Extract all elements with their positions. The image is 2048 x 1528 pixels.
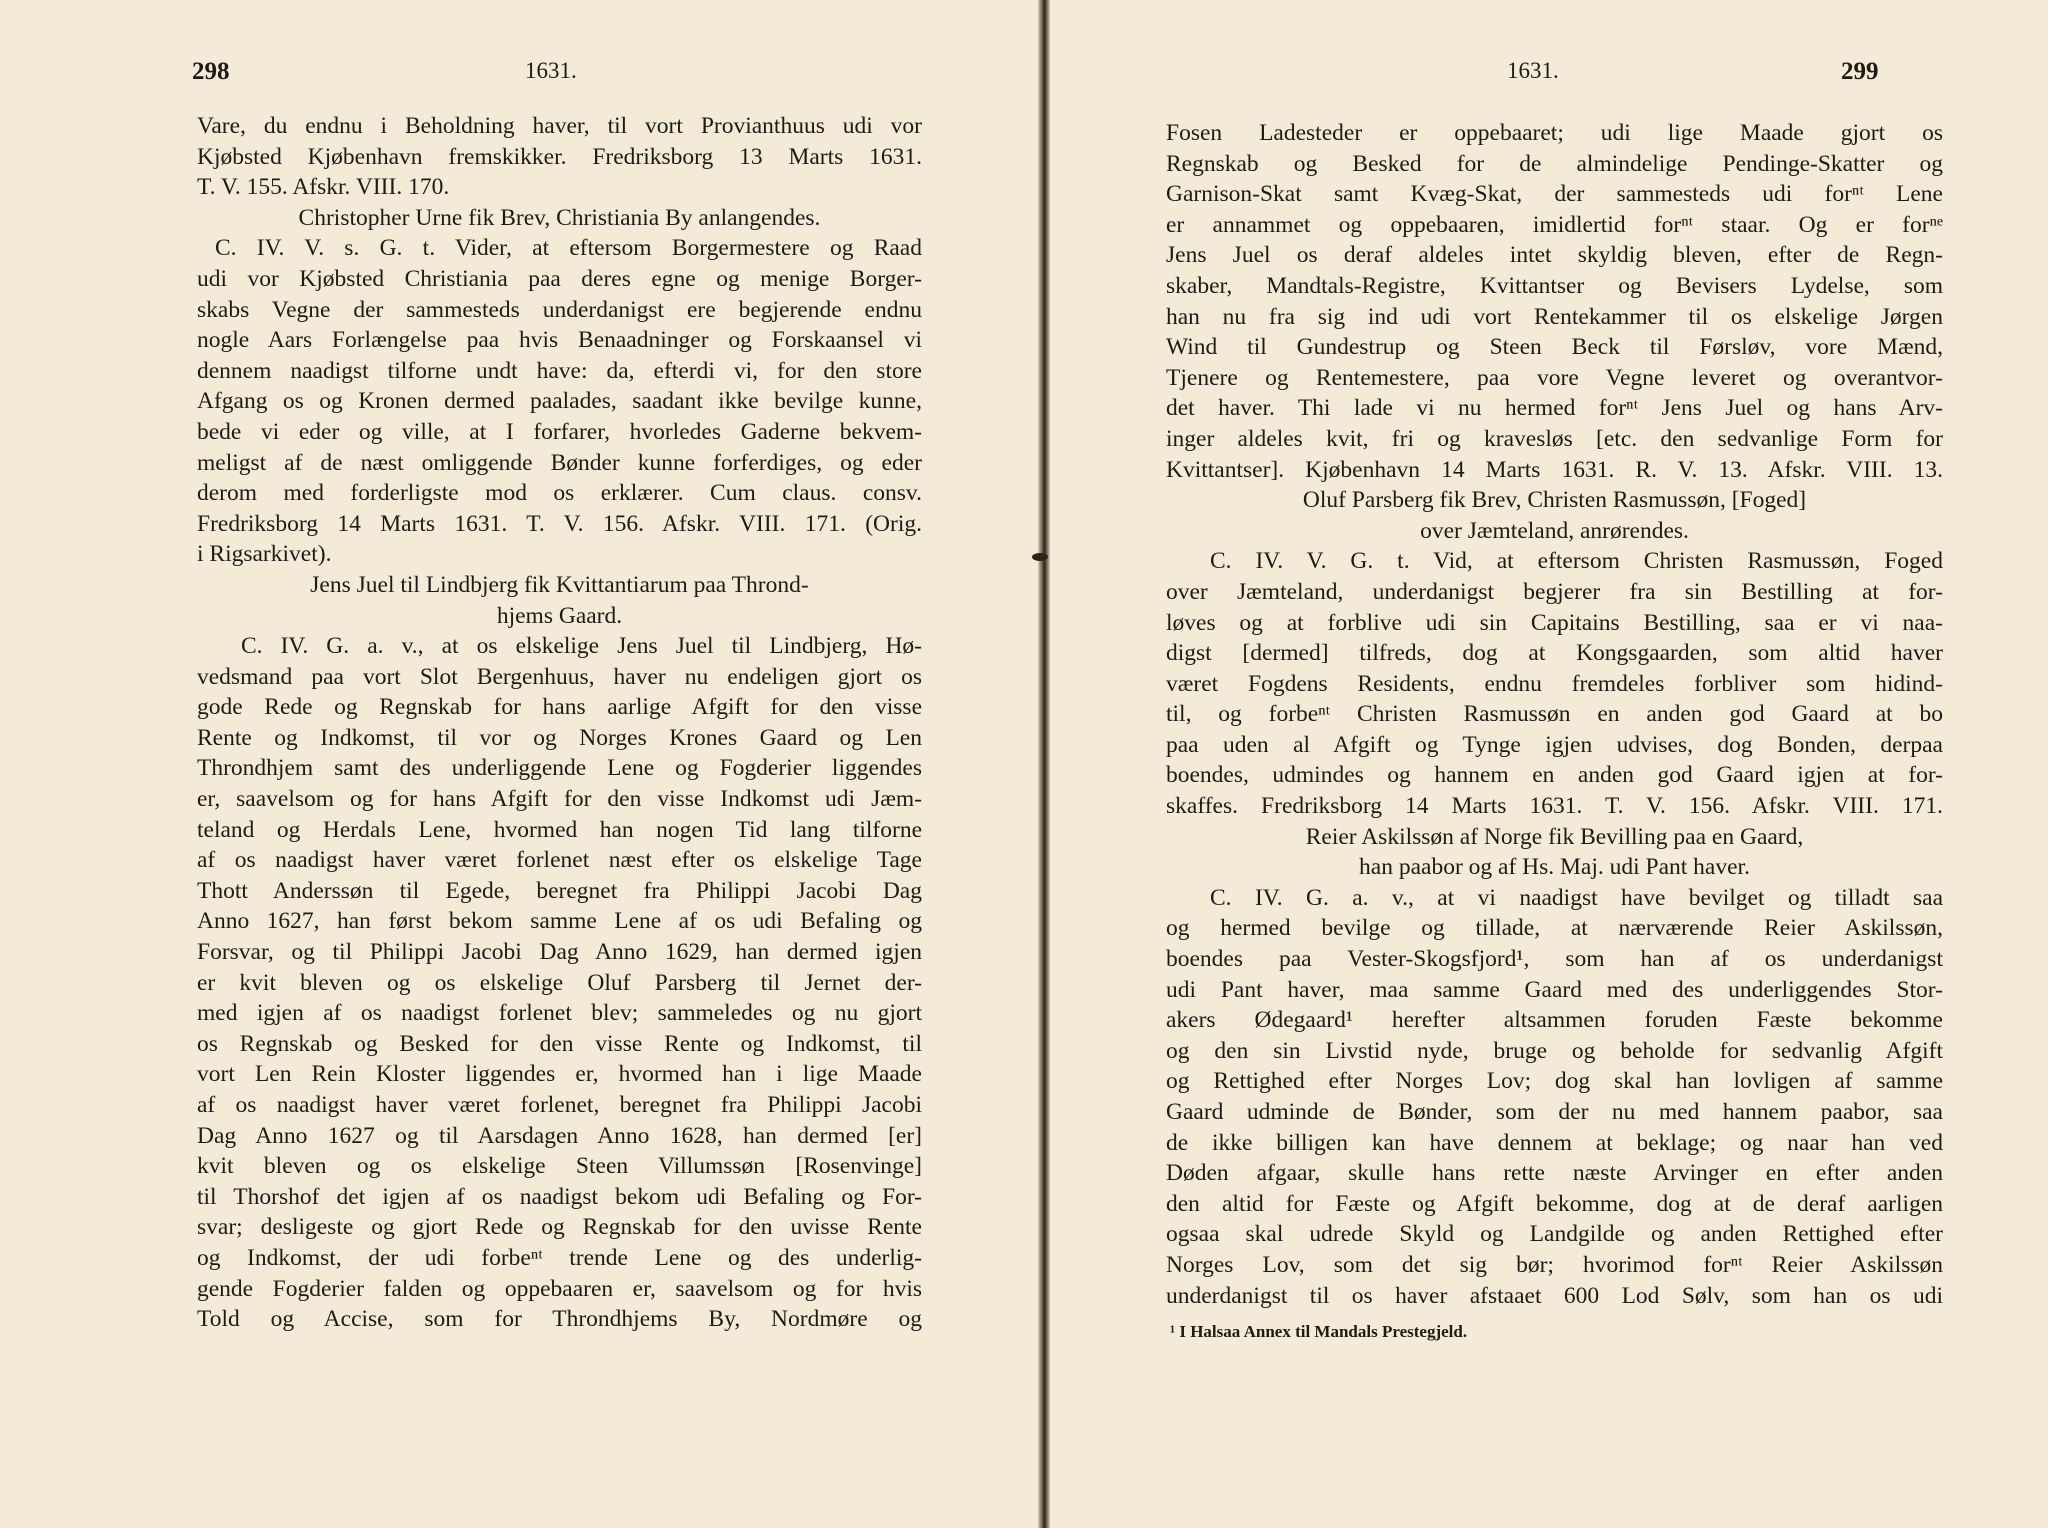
text-line: af os naadigst haver været forlenet næst efter os elskelige Tage (197, 847, 922, 874)
text-line: skaffes. Fredriksborg 14 Marts 1631. T. V. 156. Afskr. VIII. 171. (1166, 793, 1943, 820)
section-heading: Reier Askilssøn af Norge fik Bevilling paa en Gaard, (1305, 823, 1804, 850)
footnote: ¹ I Halsaa Annex til Mandals Prestegjeld. (1170, 1322, 1468, 1341)
text-line: er kvit bleven og os elskelige Oluf Parsberg til Jernet der- (197, 969, 922, 996)
text-line: C. IV. G. a. v., at vi naadigst have bevilget og tilladt saa (1210, 884, 1943, 911)
text-line: Thott Anderssøn til Egede, beregnet fra Philippi Jacobi Dag (197, 877, 922, 904)
text-line: løves og at forblive udi sin Capitains Bestilling, saa er vi naa- (1166, 609, 1943, 636)
text-line: udi vor Kjøbsted Christiania paa deres egne og menige Borger- (197, 265, 922, 292)
text-line: Forsvar, og til Philippi Jacobi Dag Anno 1629, han dermed igjen (197, 939, 922, 966)
text-line: over Jæmteland, underdanigst begjerer fra sin Bestilling at for- (1166, 578, 1943, 605)
book-gutter (1038, 0, 1050, 1528)
text-line: boendes paa Vester-Skogsfjord¹, som han af os underdanigst (1166, 946, 1943, 973)
text-line: vort Len Rein Kloster liggendes er, hvormed han i lige Maade (197, 1061, 922, 1088)
text-line: er annammet og oppebaaren, imidlertid forⁿᵗ staar. Og er forⁿᵉ (1166, 211, 1943, 238)
text-line: vedsmand paa vort Slot Bergenhuus, haver nu endeligen gjort os (197, 663, 922, 690)
gutter-mark (1032, 553, 1048, 561)
text-line: kvit bleven og os elskelige Steen Villumssøn [Rosenvinge] (197, 1153, 922, 1180)
text-line: svar; desligeste og gjort Rede og Regnskab for den uvisse Rente (197, 1214, 922, 1241)
text-line: Tjenere og Rentemestere, paa vore Vegne leveret og overantvor- (1166, 364, 1943, 391)
text-line: C. IV. G. a. v., at os elskelige Jens Juel til Lindbjerg, Hø- (241, 633, 922, 660)
text-line: til Thorshof det igjen af os naadigst bekom udi Befaling og For- (197, 1183, 922, 1210)
page-year-header: 1631. (1507, 58, 1559, 83)
text-line: gende Fogderier falden og oppebaaren er, saavelsom og for hvis (197, 1275, 922, 1302)
page-number: 298 (192, 58, 230, 85)
text-line: T. V. 155. Afskr. VIII. 170. (197, 174, 450, 201)
text-line: derom med forderligste mod os erklærer. Cum claus. consv. (197, 480, 922, 507)
text-line: og den sin Livstid nyde, bruge og beholde for sedvanlig Afgift (1166, 1037, 1943, 1064)
text-line: underdanigst til os haver afstaaet 600 Lod Sølv, som han os udi (1166, 1282, 1943, 1309)
text-line: C. IV. V. s. G. t. Vider, at eftersom Borgermestere og Raad (215, 235, 922, 262)
text-line: skaber, Mandtals-Registre, Kvittantser og Bevisers Lydelse, som (1166, 272, 1943, 299)
text-line: er, saavelsom og for hans Afgift for den visse Indkomst udi Jæm- (197, 786, 922, 813)
text-line: med igjen af os naadigst forlenet blev; sammeledes og nu gjort (197, 1000, 922, 1027)
section-heading: Jens Juel til Lindbjerg fik Kvittantiarum paa Thrond- (310, 571, 809, 598)
text-line: gode Rede og Regnskab for hans aarlige Afgift for den visse (197, 694, 922, 721)
text-line: Vare, du endnu i Beholdning haver, til vort Provianthuus udi vor (197, 113, 922, 139)
text-line: Rente og Indkomst, til vor og Norges Krones Gaard og Len (197, 724, 922, 751)
text-line: Regnskab og Besked for de almindelige Pendinge-Skatter og (1166, 150, 1943, 177)
text-line: han nu fra sig ind udi vort Rentekammer til os elskelige Jørgen (1166, 303, 1943, 330)
text-line: Garnison-Skat samt Kvæg-Skat, der sammesteds udi forⁿᵗ Lene (1166, 181, 1943, 208)
text-line: den altid for Fæste og Afgift bekomme, dog at de deraf aarligen (1166, 1190, 1943, 1217)
text-line: C. IV. V. G. t. Vid, at eftersom Christen Rasmussøn, Foged (1210, 548, 1943, 575)
text-line: Jens Juel os deraf aldeles intet skyldig bleven, efter de Regn- (1166, 242, 1943, 269)
text-line: af os naadigst haver været forlenet, beregnet fra Philippi Jacobi (197, 1092, 922, 1118)
text-line: de ikke billigen kan have dennem at beklage; og naar han ved (1166, 1129, 1943, 1156)
text-line: til, og forbeⁿᵗ Christen Rasmussøn en anden god Gaard at bo (1166, 701, 1943, 728)
text-line: nogle Aars Forlængelse paa hvis Benaadninger og Forskaansel vi (197, 327, 922, 354)
section-heading: hjems Gaard. (496, 602, 623, 629)
section-heading: Oluf Parsberg fik Brev, Christen Rasmussøn, [Foged] (1302, 487, 1807, 514)
text-line: bede vi eder og ville, at I forfarer, hvorledes Gaderne bekvem- (197, 418, 922, 445)
left-page-text (197, 111, 922, 1335)
page-year-header: 1631. (525, 58, 577, 83)
text-line: Told og Accise, som for Throndhjems By, Nordmøre og (197, 1306, 922, 1333)
text-line: og Rettighed efter Norges Lov; dog skal han lovligen af samme (1166, 1068, 1943, 1095)
text-line: digst [dermed] tilfreds, dog at Kongsgaarden, som altid haver (1166, 640, 1943, 667)
text-line: Wind til Gundestrup og Steen Beck til Førsløv, vore Mænd, (1166, 334, 1943, 361)
text-line: Fredriksborg 14 Marts 1631. T. V. 156. Afskr. VIII. 171. (Orig. (197, 510, 922, 537)
text-line: ogsaa skal udrede Skyld og Landgilde og anden Rettighed efter (1166, 1221, 1943, 1248)
section-heading: Christopher Urne fik Brev, Christiania By anlangendes. (298, 204, 821, 231)
text-line: Kvittantser]. Kjøbenhavn 14 Marts 1631. R. V. 13. Afskr. VIII. 13. (1166, 456, 1943, 483)
text-line: Døden afgaar, skulle hans rette næste Arvinger en efter anden (1166, 1160, 1943, 1187)
text-line: Kjøbsted Kjøbenhavn fremskikker. Fredriksborg 13 Marts 1631. (197, 143, 922, 170)
text-line: Anno 1627, han først bekom samme Lene af os udi Befaling og (197, 908, 922, 935)
section-heading: over Jæmteland, anrørendes. (1420, 517, 1689, 544)
text-line: inger aldeles kvit, fri og kravesløs [etc. den sedvanlige Form for (1166, 425, 1943, 452)
text-line: Dag Anno 1627 og til Aarsdagen Anno 1628, han dermed [er] (197, 1122, 922, 1149)
text-line: Throndhjem samt des underliggende Lene og Fogderier liggendes (197, 755, 922, 782)
text-line: os Regnskab og Besked for den visse Rente og Indkomst, til (197, 1030, 922, 1057)
text-line: teland og Herdals Lene, hvormed han nogen Tid lang tilforne (197, 816, 922, 843)
text-line: det haver. Thi lade vi nu hermed forⁿᵗ Jens Juel og hans Arv- (1166, 395, 1943, 422)
text-line: meligst af de næst omliggende Bønder kunne forferdiges, og eder (197, 449, 922, 476)
right-page-text (1166, 118, 1943, 1311)
text-line: udi Pant haver, maa samme Gaard med des underliggendes Stor- (1166, 976, 1943, 1003)
text-line: og Indkomst, der udi forbeⁿᵗ trende Lene og des underlig- (197, 1244, 922, 1271)
page-number: 299 (1841, 58, 1879, 85)
text-line: Gaard udminde de Bønder, som der nu med hannem paabor, saa (1166, 1099, 1943, 1125)
text-line: akers Ødegaard¹ herefter altsammen foruden Fæste bekomme (1166, 1007, 1943, 1034)
text-line: boendes, udmindes og hannem en anden god Gaard igjen at for- (1166, 762, 1943, 789)
right-page (1050, 0, 2048, 1528)
text-line: skabs Vegne der sammesteds underdanigst ere begjerende endnu (197, 296, 922, 323)
text-line: Fosen Ladesteder er oppebaaret; udi lige Maade gjort os (1166, 120, 1943, 146)
section-heading: han paabor og af Hs. Maj. udi Pant haver. (1359, 854, 1750, 881)
text-line: Norges Lov, som det sig bør; hvorimod forⁿᵗ Reier Askilssøn (1166, 1251, 1943, 1278)
text-line: og hermed bevilge og tillade, at nærværende Reier Askilssøn, (1166, 915, 1943, 942)
text-line: været Fogdens Residents, endnu fremdeles forbliver som hidind- (1166, 670, 1943, 697)
text-line: i Rigsarkivet). (197, 541, 332, 568)
text-line: dennem naadigst tilforne undt have: da, efterdi vi, for den store (197, 357, 922, 384)
text-line: Afgang os og Kronen dermed paalades, saadant ikke bevilge kunne, (197, 388, 922, 415)
text-line: paa uden al Afgift og Tynge igjen udvises, dog Bonden, derpaa (1166, 731, 1943, 758)
